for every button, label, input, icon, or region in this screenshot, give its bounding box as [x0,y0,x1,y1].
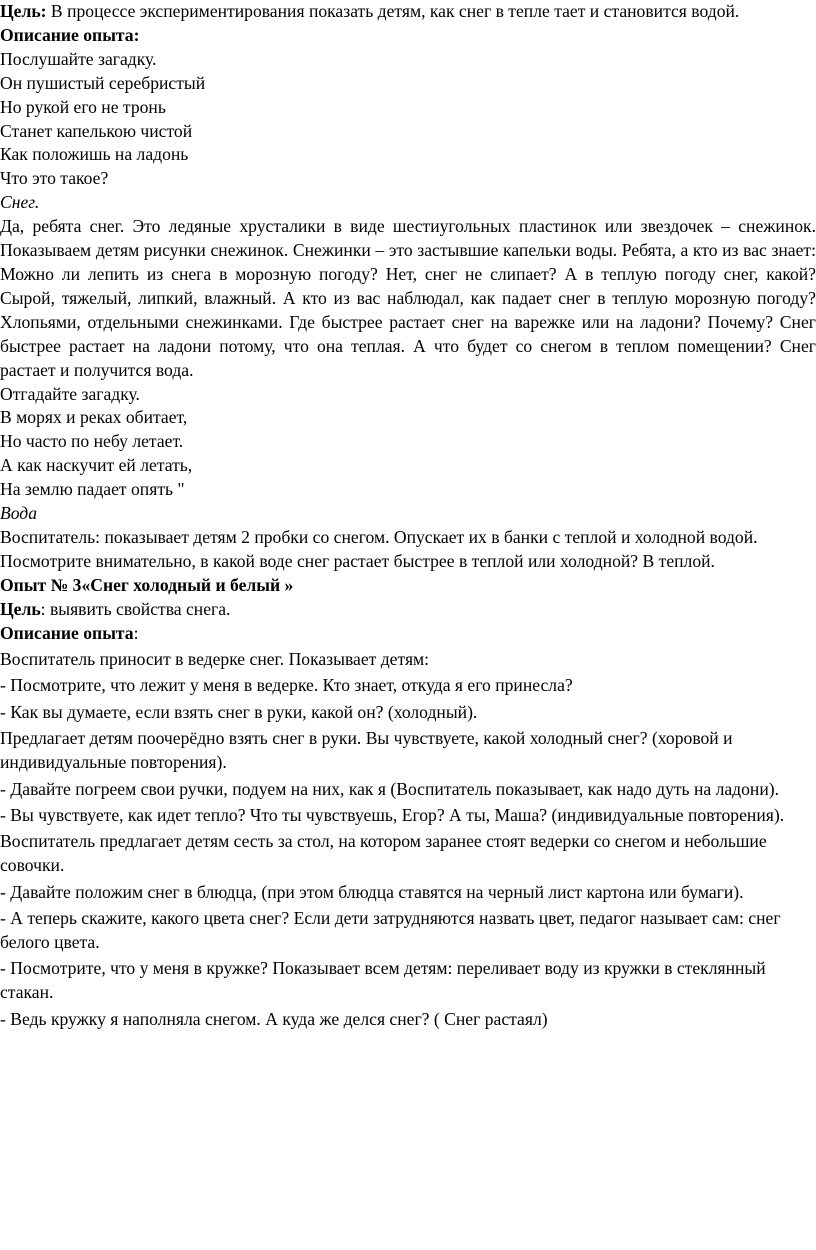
riddle-line: Как положишь на ладонь [0,144,189,165]
question-paragraph: Посмотрите внимательно, в какой воде снег растает быстрее в теплой или холодной? В теплой. [0,550,715,571]
riddle-line: Он пушистый серебристый [0,72,206,93]
goal-label: Цель: [0,1,47,21]
riddle-intro: Послушайте загадку. [0,48,157,69]
teacher-paragraph: Воспитатель: показывает детям 2 пробки со снегом. Опускает их в банки с теплой и холодной водой. [0,526,758,547]
dialog-line: - Давайте положим снег в блюдца, (при этом блюдца ставятся на черный лист картона или бумаги). [0,881,744,902]
goal-text: В процессе экспериментирования показать детям, как снег в тепле тает и становится водой. [46,1,740,21]
dialog-line: - Посмотрите, что у меня в кружке? Показывает всем детям: переливает воду из кружки в стеклянный стакан. [0,958,766,1003]
experiment-description-heading [0,622,816,646]
experiment-description-colon: : [133,622,139,643]
dialog-line: - Давайте погреем свои ручки, подуем на них, как я (Воспитатель показывает, как надо дуть на ладони). [0,778,780,799]
dialog-line: - А теперь скажите, какого цвета снег? Если дети затрудняются назвать цвет, педагог называет сам: снег белого цвета. [0,908,781,952]
experiment-goal [0,598,816,622]
dialog-line: - Посмотрите, что лежит у меня в ведерке. Кто знает, откуда я его принесла? [0,675,573,696]
experiment-description-label: Описание опыта [0,622,134,643]
riddle-line: Но часто по небу летает. [0,431,184,452]
dialog-line: Предлагает детям поочерёдно взять снег в руки. Вы чувствуете, какой холодный снег? (хоровой и индивидуальные повторения). [0,728,733,773]
experiment-title: Опыт № 3«Снег холодный и белый » [0,574,294,595]
description-heading: Описание опыта: [0,24,140,45]
riddle-intro: Отгадайте загадку. [0,383,140,404]
riddle-answer: Вода [0,503,38,524]
dialog-line: - Вы чувствуете, как идет тепло? Что ты чувствуешь, Егор? А ты, Маша? (индивидуальные повторения). [0,804,785,825]
dialog-line: - Как вы думаете, если взять снег в руки, какой он? (холодный). [0,701,478,722]
dialog-line: - Ведь кружку я наполняла снегом. А куда же делся снег? ( Снег растаял) [0,1008,548,1029]
riddle-line: Что это такое? [0,168,109,189]
riddle-answer: Снег. [0,192,40,213]
riddle-line: На землю падает опять " [0,479,185,500]
experiment-goal-text: : выявить свойства снега. [40,598,231,619]
goal-paragraph [0,0,816,24]
dialog-line: Воспитатель предлагает детям сесть за стол, на котором заранее стоят ведерки со снегом и небольшие совочки. [0,831,767,876]
snow-paragraph: Да, ребята снег. Это ледяные хрусталики в виде шестиугольных пластинок или звездочек – снежинок. Показываем детям рисунки снежинок. Снежинки – это застывшие капельки воды. Ребята, а кто из вас знает: Можно ли лепить из снега в морозную погоду? Нет, снег не слипает? А в теплую погоду снег, какой? Сырой, тяжелый, липкий, влажный. А кто из вас наблюдал, как падает снег в теплую морозную погоду? Хлопьями, отдельными снежинками. Где быстрее растает снег на варежке или на ладони? Почему? Снег быстрее растает на ладони потому, что она теплая. А что будет со снегом в теплом помещении? Снег растает и получится вода. [0,216,816,380]
riddle-line: В морях и реках обитает, [0,407,188,428]
experiment-goal-label: Цель [0,598,41,619]
riddle-line: Но рукой его не тронь [0,96,166,117]
riddle-line: А как наскучит ей летать, [0,455,193,476]
riddle-line: Станет капелькою чистой [0,120,193,141]
dialog-line: Воспитатель приносит в ведерке снег. Показывает детям: [0,648,430,669]
